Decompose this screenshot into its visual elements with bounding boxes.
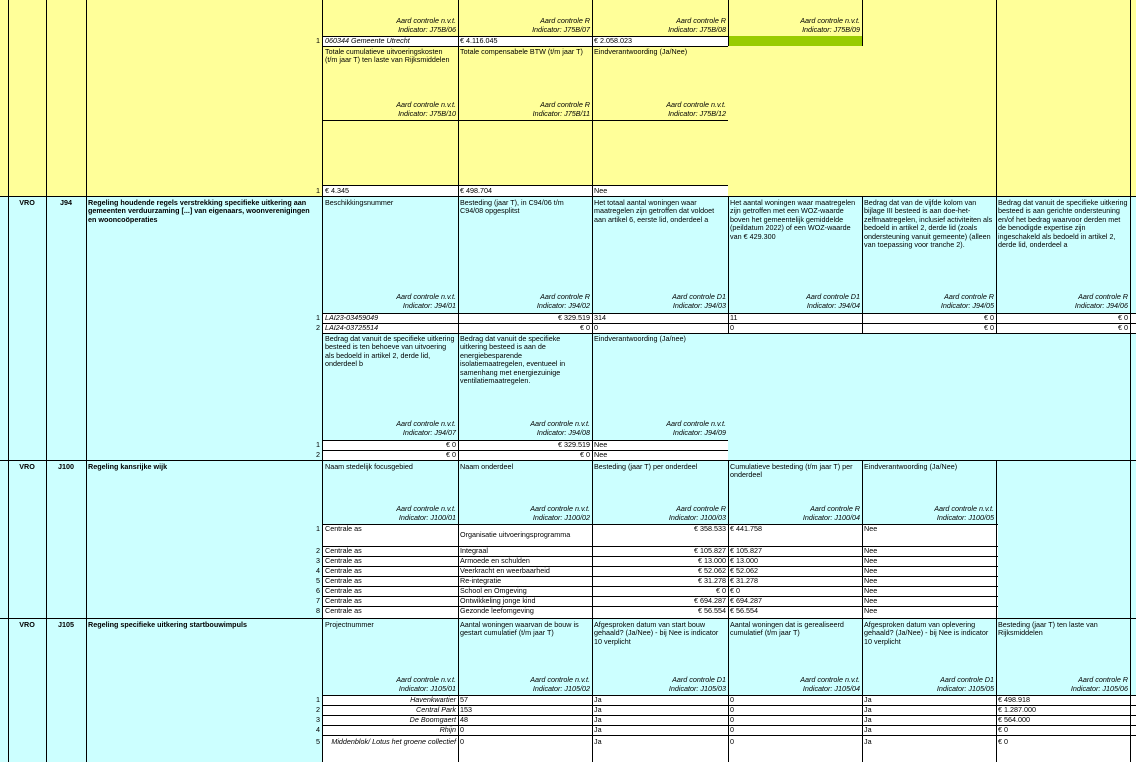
code-aard: Aard controle n.v.t. [396, 675, 456, 684]
code-aard: Aard controle R [1078, 292, 1128, 301]
table-cell[interactable]: € 31.278 [698, 576, 726, 585]
table-cell[interactable]: Centrale as [325, 566, 362, 575]
column-header: Totale compensabele BTW (t/m jaar T) [460, 47, 583, 56]
table-cell[interactable]: 0 [594, 323, 598, 332]
code-aard: Aard controle n.v.t. [934, 504, 994, 513]
regulation-title: Regeling kansrijke wijk [88, 462, 168, 471]
table-cell[interactable]: Integraal [460, 546, 488, 555]
table-cell[interactable]: Havenkwartier [410, 695, 456, 704]
table-cell[interactable]: € 358.533 [694, 524, 726, 533]
row-number: 1 [316, 440, 320, 449]
table-cell[interactable]: € 694.287 [730, 596, 762, 605]
table-cell[interactable]: Nee [864, 566, 878, 575]
table-cell[interactable]: Centrale as [325, 596, 362, 605]
table-cell[interactable]: Nee [864, 606, 878, 615]
table-cell[interactable]: Nee [864, 596, 878, 605]
table-cell[interactable]: 0 [460, 725, 464, 734]
table-cell[interactable]: Ja [594, 695, 602, 704]
table-cell[interactable]: Nee [864, 586, 878, 595]
table-cell[interactable]: € 13.000 [730, 556, 758, 565]
table-cell[interactable]: € 0 [998, 725, 1008, 734]
regulation-code: J100 [58, 462, 74, 471]
table-cell[interactable]: 0 [730, 725, 734, 734]
regulation-title: Regeling houdende regels verstrekking specifieke uitkering aan gemeenten verduurzaming [...] van eigenaars, woonverenigingen en wooncoöperaties [88, 198, 310, 224]
column-header: Het totaal aantal woningen waar maatregelen zijn getroffen dat voldoet aan artikel 6, eerste lid, onderdeel a [594, 198, 715, 224]
code-aard: Aard controle D1 [672, 292, 726, 301]
column-header: Naam onderdeel [460, 462, 514, 471]
code-indicator: Indicator: J100/03 [668, 513, 726, 522]
row-number: 7 [316, 596, 320, 605]
table-cell[interactable]: Ja [594, 725, 602, 734]
code-aard: Aard controle R [676, 504, 726, 513]
table-cell[interactable]: Centrale as [325, 556, 362, 565]
column-header: Aantal woningen waarvan de bouw is gestart cumulatief (t/m jaar T) [460, 620, 579, 638]
table-cell[interactable]: De Boomgaert [409, 715, 456, 724]
table-cell[interactable]: Centrale as [325, 546, 362, 555]
column-header: Het aantal woningen waar maatregelen zijn getroffen met een WOZ-waarde boven het gemeentelijk gemiddelde (peildatum 2022) of een WOZ-waarde van € 429.300 [730, 198, 856, 241]
table-cell[interactable]: € 0 [1118, 313, 1128, 322]
table-cell[interactable]: € 0 [716, 586, 726, 595]
code-aard: Aard controle n.v.t. [666, 419, 726, 428]
table-cell[interactable]: 11 [730, 313, 738, 322]
row-number: 1 [316, 186, 320, 195]
table-cell[interactable]: Centrale as [325, 606, 362, 615]
table-cell[interactable]: Middenblok/ Lotus het groene collectief [331, 737, 456, 746]
code-indicator: Indicator: J94/02 [536, 301, 590, 310]
cell-value[interactable]: € 498.704 [460, 186, 492, 195]
table-cell[interactable]: € 56.554 [730, 606, 758, 615]
table-cell[interactable]: Ja [594, 737, 602, 746]
table-cell[interactable]: Centrale as [325, 576, 362, 585]
table-cell[interactable]: 48 [460, 715, 468, 724]
column-header: Afgesproken datum van oplevering gehaald? (Ja/Nee) - bij Nee is indicator 10 verplicht [864, 620, 989, 646]
column-header: Beschikkingsnummer [325, 198, 394, 207]
column-header: Bedrag dat van de vijfde kolom van bijlage III besteed is aan doe-het-zelfmaatregelen, inclusief activiteiten als bedoeld in artikel 2, derde lid (zoals ondersteuning vanuit gemeente) (alleen van toepassing voor tranche 2). [864, 198, 993, 250]
table-cell[interactable]: Central Park [416, 705, 456, 714]
table-cell[interactable]: Rhijn [439, 725, 456, 734]
table-cell[interactable]: 0 [460, 737, 464, 746]
cell-value[interactable]: € 4.116.045 [460, 36, 498, 45]
table-cell[interactable]: € 441.758 [730, 524, 762, 533]
regulation-code: J105 [58, 620, 74, 629]
row-number: 8 [316, 606, 320, 615]
code-indicator: Indicator: J105/06 [1070, 684, 1128, 693]
row-number: 6 [316, 586, 320, 595]
row-number: 3 [316, 715, 320, 724]
code-indicator: Indicator: J94/07 [402, 428, 456, 437]
row-number: 1 [316, 36, 320, 45]
table-cell[interactable]: 0 [730, 323, 734, 332]
cell-value[interactable]: € 4.345 [325, 186, 349, 195]
code-aard: Aard controle n.v.t. [530, 504, 590, 513]
table-cell[interactable]: Ja [864, 715, 872, 724]
code-aard: Aard controle n.v.t. [396, 100, 456, 109]
row-number: 1 [316, 695, 320, 704]
table-cell[interactable]: Nee [594, 440, 608, 449]
table-cell[interactable]: Re-integratie [460, 576, 502, 585]
column-header: Besteding (jaar T) per onderdeel [594, 462, 698, 471]
code-indicator: Indicator: J100/02 [532, 513, 590, 522]
column-header: Bedrag dat vanuit de specifieke uitkering besteed is aan gerichte ondersteuning en/of het bedrag waarvoor derden met de benodigde expertise zijn ingeschakeld als bedoeld in artikel 2, derde lid, onderdeel a [998, 198, 1128, 250]
department-code: VRO [19, 198, 35, 207]
code-aard: Aard controle R [1078, 675, 1128, 684]
row-number: 1 [316, 313, 320, 322]
table-cell[interactable]: Ja [864, 725, 872, 734]
table-cell[interactable]: Nee [594, 450, 608, 459]
row-number: 2 [316, 705, 320, 714]
table-cell[interactable]: 0 [730, 695, 734, 704]
table-cell[interactable]: € 329.519 [558, 313, 590, 322]
code-indicator: Indicator: J100/01 [398, 513, 456, 522]
column-header: Eindverantwoording (Ja/Nee) [864, 462, 958, 471]
code-aard: Aard controle n.v.t. [800, 16, 860, 25]
department-code: VRO [19, 462, 35, 471]
column-header: Afgesproken datum van start bouw gehaald? (Ja/Nee) - bij Nee is indicator 10 verplicht [594, 620, 719, 646]
table-cell[interactable]: 153 [460, 705, 472, 714]
code-indicator: Indicator: J94/04 [806, 301, 860, 310]
table-cell[interactable]: School en Omgeving [460, 586, 527, 595]
code-indicator: Indicator: J105/04 [802, 684, 860, 693]
code-aard: Aard controle R [944, 292, 994, 301]
table-cell[interactable]: € 498.918 [998, 695, 1030, 704]
code-indicator: Indicator: J105/01 [398, 684, 456, 693]
column-header: Eindverantwoording (Ja/nee) [594, 334, 686, 343]
code-indicator: Indicator: J94/05 [940, 301, 994, 310]
table-cell[interactable]: € 52.062 [698, 566, 726, 575]
code-aard: Aard controle n.v.t. [666, 100, 726, 109]
row-number: 5 [316, 576, 320, 585]
code-aard: Aard controle n.v.t. [800, 675, 860, 684]
cell-value[interactable]: Nee [594, 186, 608, 195]
code-aard: Aard controle R [676, 16, 726, 25]
code-aard: Aard controle n.v.t. [396, 292, 456, 301]
code-indicator: Indicator: J94/01 [402, 301, 456, 310]
table-cell[interactable]: LAI24-03725514 [325, 323, 379, 332]
code-aard: Aard controle n.v.t. [530, 419, 590, 428]
code-indicator: Indicator: J75B/09 [802, 25, 860, 34]
table-cell[interactable]: € 329.519 [558, 440, 590, 449]
code-indicator: Indicator: J105/02 [532, 684, 590, 693]
code-indicator: Indicator: J94/06 [1074, 301, 1128, 310]
table-cell[interactable]: Ja [864, 705, 872, 714]
table-cell[interactable]: Organisatie uitvoeringsprogramma [460, 530, 571, 539]
green-cell [728, 36, 862, 46]
table-cell[interactable]: € 0 [446, 450, 456, 459]
table-cell[interactable]: € 52.062 [730, 566, 758, 575]
table-cell[interactable]: Armoede en schulden [460, 556, 530, 565]
code-aard: Aard controle R [540, 16, 590, 25]
code-indicator: Indicator: J75B/11 [532, 109, 590, 118]
code-indicator: Indicator: J94/08 [536, 428, 590, 437]
code-indicator: Indicator: J94/03 [672, 301, 726, 310]
column-header: Bedrag dat vanuit de specifieke uitkering besteed is ten behoeve van uitvoering als bedoeld in artikel 2, derde lid, onderdeel b [325, 334, 455, 369]
table-cell[interactable]: Nee [864, 546, 878, 555]
table-cell[interactable]: Ontwikkeling jonge kind [460, 596, 536, 605]
table-cell[interactable]: € 694.287 [694, 596, 726, 605]
code-aard: Aard controle R [540, 292, 590, 301]
cell-value[interactable]: € 2.058.023 [594, 36, 632, 45]
code-indicator: Indicator: J100/04 [802, 513, 860, 522]
table-cell[interactable]: € 564.000 [998, 715, 1030, 724]
table-cell[interactable]: € 0 [580, 450, 590, 459]
code-indicator: Indicator: J75B/10 [398, 109, 456, 118]
table-cell[interactable]: Centrale as [325, 586, 362, 595]
column-header: Cumulatieve besteding (t/m jaar T) per onderdeel [730, 462, 853, 480]
code-indicator: Indicator: J100/05 [936, 513, 994, 522]
table-cell[interactable]: 0 [730, 715, 734, 724]
row-number: 2 [316, 546, 320, 555]
table-cell[interactable]: Ja [864, 695, 872, 704]
row-number: 2 [316, 323, 320, 332]
table-cell[interactable]: 0 [730, 737, 734, 746]
table-cell[interactable]: Nee [864, 576, 878, 585]
cell-value[interactable]: 060344 Gemeente Utrecht [325, 36, 410, 45]
table-cell[interactable]: 314 [594, 313, 606, 322]
code-aard: Aard controle n.v.t. [530, 675, 590, 684]
regulation-title: Regeling specifieke uitkering startbouwimpuls [88, 620, 247, 629]
table-cell[interactable]: € 13.000 [698, 556, 726, 565]
table-cell[interactable]: LAI23-03459049 [325, 313, 379, 322]
table-cell[interactable]: € 0 [1118, 323, 1128, 332]
code-aard: Aard controle D1 [672, 675, 726, 684]
code-indicator: Indicator: J75B/06 [398, 25, 456, 34]
table-cell[interactable]: Ja [864, 737, 872, 746]
row-number: 4 [316, 725, 320, 734]
table-cell[interactable]: Centrale as [325, 524, 362, 533]
row-number: 5 [316, 737, 320, 746]
table-cell[interactable]: € 105.827 [730, 546, 762, 555]
code-indicator: Indicator: J75B/07 [532, 25, 590, 34]
table-cell[interactable]: Ja [594, 715, 602, 724]
code-aard: Aard controle n.v.t. [396, 504, 456, 513]
table-cell[interactable]: 0 [730, 705, 734, 714]
table-cell[interactable]: € 105.827 [694, 546, 726, 555]
column-header: Bedrag dat vanuit de specifieke uitkering besteed is aan de energiebesparende isolatiemaatregelen, eventueel in samenhang met energiezuinige ventilatiemaatregelen. [460, 334, 566, 386]
table-cell[interactable]: € 0 [984, 323, 994, 332]
table-cell[interactable]: Nee [864, 524, 878, 533]
column-header: Naam stedelijk focusgebied [325, 462, 413, 471]
column-header: Besteding (jaar T) ten laste van Rijksmiddelen [998, 620, 1098, 638]
column-header: Aantal woningen dat is gerealiseerd cumulatief (t/m jaar T) [730, 620, 844, 638]
table-cell[interactable]: € 1.287.000 [998, 705, 1036, 714]
table-cell[interactable]: € 0 [580, 323, 590, 332]
table-cell[interactable]: Gezonde leefomgeving [460, 606, 534, 615]
column-header: Totale cumulatieve uitvoeringskosten (t/m jaar T) ten laste van Rijksmiddelen [325, 47, 450, 65]
code-aard: Aard controle R [810, 504, 860, 513]
table-cell[interactable]: € 0 [998, 737, 1008, 746]
code-aard: Aard controle n.v.t. [396, 419, 456, 428]
code-aard: Aard controle D1 [806, 292, 860, 301]
table-cell[interactable]: € 0 [984, 313, 994, 322]
column-header: Eindverantwoording (Ja/Nee) [594, 47, 688, 56]
row-number: 2 [316, 450, 320, 459]
table-cell[interactable]: Nee [864, 556, 878, 565]
table-cell[interactable]: € 0 [730, 586, 740, 595]
table-cell[interactable]: Ja [594, 705, 602, 714]
code-indicator: Indicator: J75B/12 [668, 109, 726, 118]
table-cell[interactable]: 57 [460, 695, 468, 704]
table-cell[interactable]: € 56.554 [698, 606, 726, 615]
table-cell[interactable]: € 31.278 [730, 576, 758, 585]
code-aard: Aard controle D1 [940, 675, 994, 684]
table-cell[interactable]: Veerkracht en weerbaarheid [460, 566, 550, 575]
row-number: 1 [316, 524, 320, 533]
column-header: Besteding (jaar T), in C94/06 t/m C94/08 opgesplitst [460, 198, 564, 216]
code-indicator: Indicator: J105/05 [936, 684, 994, 693]
regulation-code: J94 [60, 198, 72, 207]
code-aard: Aard controle n.v.t. [396, 16, 456, 25]
code-indicator: Indicator: J105/03 [668, 684, 726, 693]
code-indicator: Indicator: J94/09 [672, 428, 726, 437]
table-cell[interactable]: € 0 [446, 440, 456, 449]
department-code: VRO [19, 620, 35, 629]
column-header: Projectnummer [325, 620, 374, 629]
row-number: 4 [316, 566, 320, 575]
code-indicator: Indicator: J75B/08 [668, 25, 726, 34]
row-number: 3 [316, 556, 320, 565]
code-aard: Aard controle R [540, 100, 590, 109]
